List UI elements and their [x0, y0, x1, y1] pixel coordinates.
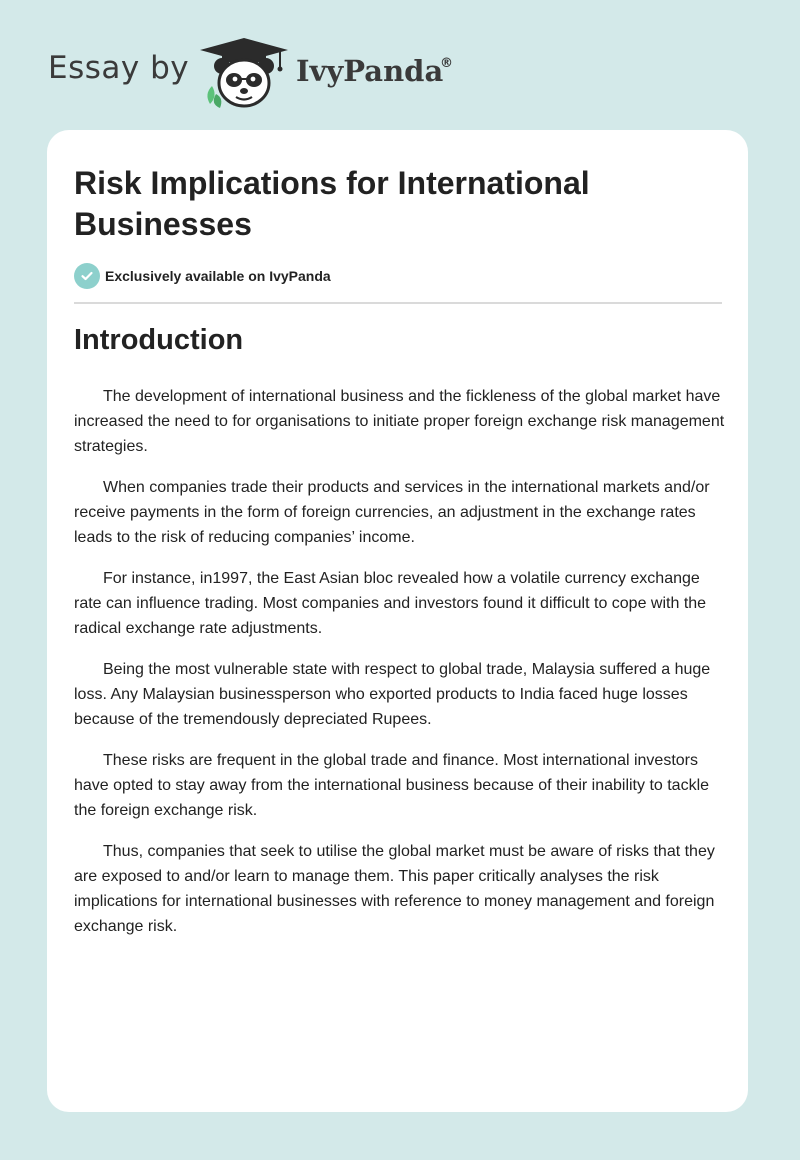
essay-body — [74, 384, 726, 955]
site-header — [0, 0, 800, 120]
check-icon — [74, 263, 100, 289]
exclusive-badge — [74, 263, 331, 289]
page-title: Risk Implications for International Businesses — [74, 165, 590, 242]
badge-label: Exclusively available on IvyPanda — [105, 268, 331, 284]
paragraph: Being the most vulnerable state with respect to global trade, Malaysia suffered a huge loss. Any Malaysian businessperson who exported products to India faced huge losses because of the tremendously depreciated Rupees. — [74, 661, 711, 728]
registered-mark: ® — [440, 56, 453, 71]
panda-logo-icon — [198, 36, 290, 110]
essay-by-label: Essay by — [48, 50, 190, 86]
paragraph: The development of international business and the fickleness of the global market have increased the need to for organisations to initiate proper foreign exchange risk management strategies. — [74, 388, 725, 455]
paragraph: For instance, in1997, the East Asian bloc revealed how a volatile currency exchange rate can influence trading. Most companies and investors found it difficult to cope with the radical exchange rate adjustments. — [74, 570, 707, 637]
divider — [74, 302, 722, 304]
brand-name[interactable]: IvyPanda — [296, 54, 444, 88]
paragraph: When companies trade their products and services in the international markets and/or receive payments in the form of foreign currencies, an adjustment in the exchange rates leads to the risk of reducing companies’ income. — [74, 479, 710, 546]
essay-card — [47, 130, 748, 1112]
section-heading: Introduction — [74, 324, 244, 356]
paragraph: These risks are frequent in the global trade and finance. Most international investors have opted to stay away from the international business because of their inability to tackle the foreign exchange risk. — [74, 752, 710, 819]
paragraph: Thus, companies that seek to utilise the global market must be aware of risks that they are exposed to and/or learn to manage them. This paper critically analyses the risk implications for international businesses with reference to money management and foreign exchange risk. — [74, 843, 715, 935]
